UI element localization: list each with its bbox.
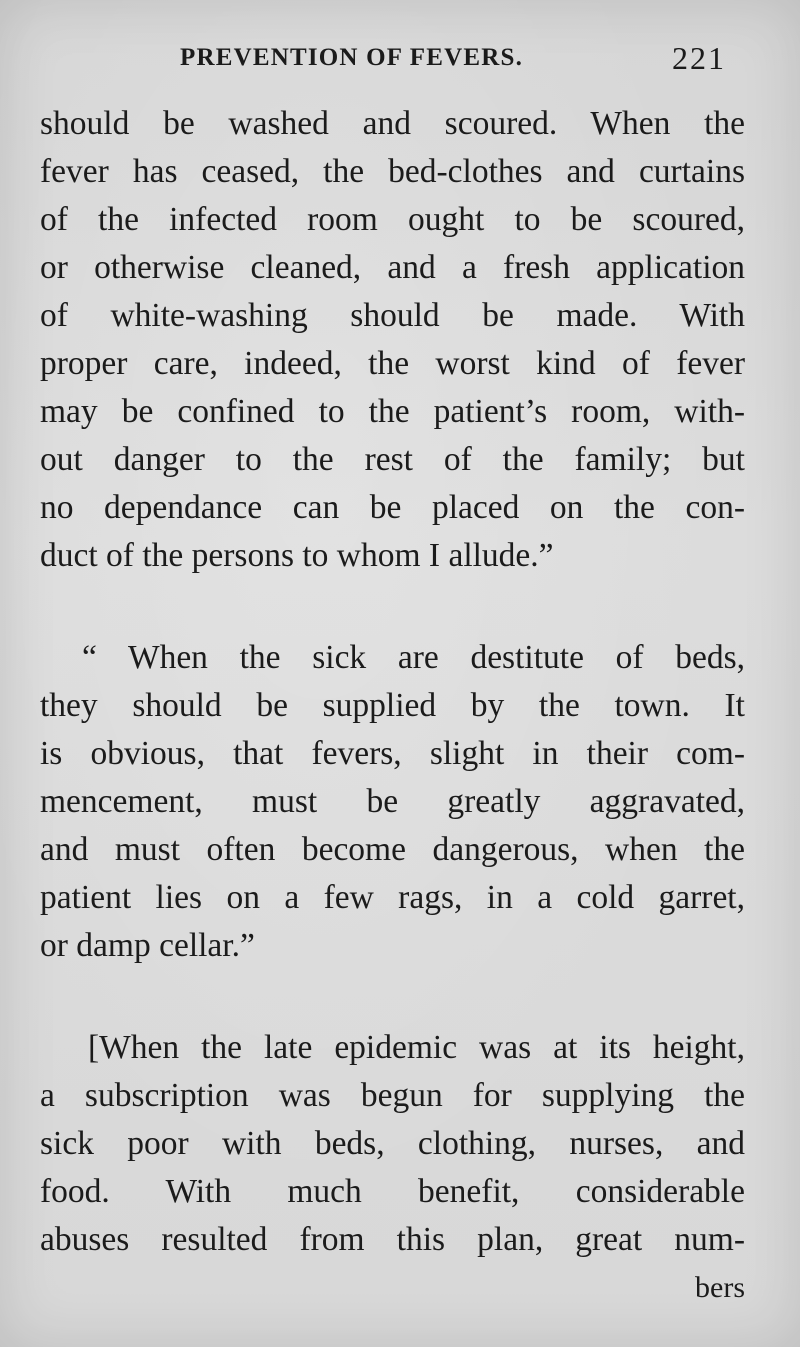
text-line: patient lies on a few rags, in a cold garret, bbox=[40, 879, 745, 916]
text-line: of the infected room ought to be scoured, bbox=[40, 201, 745, 238]
paragraph-1 bbox=[40, 100, 745, 580]
text-line: [When the late epidemic was at its height, bbox=[88, 1029, 745, 1066]
text-line: abuses resulted from this plan, great num- bbox=[40, 1221, 745, 1258]
text-line: of white-washing should be made. With bbox=[40, 297, 745, 334]
text-line: no dependance can be placed on the con- bbox=[40, 489, 745, 526]
text-line: out danger to the rest of the family; but bbox=[40, 441, 745, 478]
running-head: PREVENTION OF FEVERS. bbox=[180, 44, 524, 71]
page-number: 221 bbox=[672, 40, 726, 76]
page-header bbox=[0, 40, 800, 80]
text-line: “ When the sick are destitute of beds, bbox=[82, 639, 745, 676]
text-line: is obvious, that fevers, slight in their com- bbox=[40, 735, 745, 772]
text-line: sick poor with beds, clothing, nurses, and bbox=[40, 1125, 745, 1162]
catchword: bers bbox=[695, 1271, 745, 1304]
text-line: fever has ceased, the bed-clothes and curtains bbox=[40, 153, 745, 190]
paragraph-3 bbox=[40, 1024, 745, 1264]
text-line: they should be supplied by the town. It bbox=[40, 687, 745, 724]
text-line: and must often become dangerous, when the bbox=[40, 831, 745, 868]
text-line: or damp cellar.” bbox=[40, 927, 255, 964]
text-line: may be confined to the patient’s room, with- bbox=[40, 393, 745, 430]
paragraph-spacer bbox=[40, 580, 745, 634]
text-line: should be washed and scoured. When the bbox=[40, 105, 745, 142]
paragraph-2 bbox=[40, 634, 745, 970]
text-line: or otherwise cleaned, and a fresh application bbox=[40, 249, 745, 286]
text-line: food. With much benefit, considerable bbox=[40, 1173, 745, 1210]
text-line: duct of the persons to whom I allude.” bbox=[40, 537, 554, 574]
text-line: proper care, indeed, the worst kind of fever bbox=[40, 345, 745, 382]
paragraph-spacer bbox=[40, 970, 745, 1024]
text-line: a subscription was begun for supplying the bbox=[40, 1077, 745, 1114]
text-line: mencement, must be greatly aggravated, bbox=[40, 783, 745, 820]
body-text bbox=[40, 100, 745, 1264]
catchword-container bbox=[40, 1268, 745, 1308]
